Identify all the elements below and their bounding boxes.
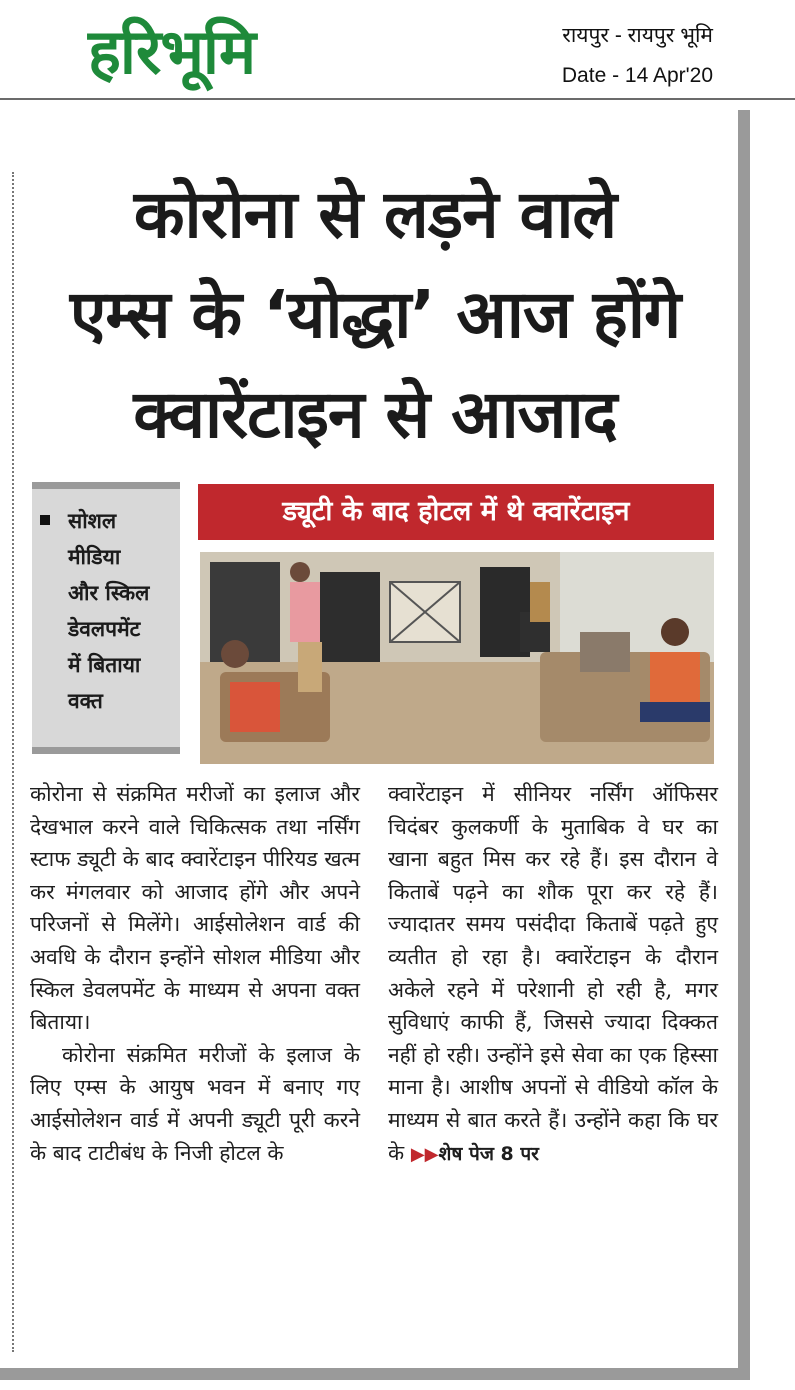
logo-text: हरिभूमि: [88, 15, 256, 88]
masthead: [0, 0, 795, 100]
article-paragraph: कोरोना से संक्रमित मरीजों का इलाज और देखभाल करने वाले चिकित्सक तथा नर्सिंग स्टाफ ड्यूटी के बाद क्वारेंटाइन पीरियड खत्म कर मंगलवार को आजाद होंगे और अपने परिजनों से मिलेंगे। आईसोलेशन वार्ड की अवधि के दौरान इन्होंने सोशल मीडिया और स्किल डेवलपमेंट के माध्यम से अपना वक्त बिताया।: [30, 782, 360, 1035]
newspaper-logo: [88, 12, 388, 92]
highlight-line: सोशल: [68, 509, 117, 533]
edition-info: [562, 16, 713, 96]
headline-line-2: एम्स के ‘योद्धा’ आज होंगे: [69, 276, 681, 353]
article-column-right: [388, 778, 718, 1171]
article-text: क्वारेंटाइन में सीनियर नर्सिंग ऑफिसर चिदंबर कुलकर्णी के मुताबिक वे घर का खाना बहुत मिस कर रहे हैं। इस दौरान वे किताबें पढ़ने का शौक पूरा कर रहे हैं। ज्यादातर समय पसंदीदा किताबें पढ़ते हुए व्यतीत हो रहा है। क्वारेंटाइन के दौरान अकेले रहने में परेशानी हो रही है, मगर सुविधाएं काफी हैं, जिससे ज्यादा दिक्कत नहीं हो रही। उन्होंने इसे सेवा का एक हिस्सा माना है। आशीष अपनों से वीडियो कॉल के माध्यम से बात करते हैं। उन्होंने कहा कि घर के: [388, 782, 718, 1165]
headline: [20, 165, 730, 465]
article-paragraph: कोरोना संक्रमित मरीजों के इलाज के लिए एम्स के आयुष भवन में बनाए गए आईसोलेशन वार्ड में अपनी ड्यूटी पूरी करने के बाद टाटीबंध के निजी होटल के: [30, 1042, 360, 1165]
square-bullet-icon: [40, 515, 50, 525]
headline-line-3: क्वारेंटाइन से आजाद: [133, 376, 617, 453]
article-column-left: [30, 778, 360, 1169]
cut-line: [12, 172, 14, 1352]
clipping-shadow-bottom: [0, 1368, 750, 1380]
highlight-line: में बिताया: [68, 653, 141, 677]
article-paragraph: [388, 778, 718, 1171]
highlight-line: डेवलपमेंट: [68, 617, 141, 641]
highlight-text: [68, 503, 170, 719]
banner-text: ड्यूटी के बाद होटल में थे क्वारेंटाइन: [282, 496, 630, 527]
edition-label: रायपुर - रायपुर भूमि: [562, 24, 713, 47]
headline-line-1: कोरोना से लड़ने वाले: [133, 176, 617, 253]
highlight-line: वक्त: [68, 689, 103, 713]
clipping-shadow-right: [738, 110, 750, 1380]
photo-caption-banner: [198, 484, 714, 540]
news-clipping: [0, 110, 760, 1380]
highlight-line: मीडिया: [68, 545, 121, 569]
highlight-box: [32, 482, 180, 754]
hotel-lobby-photo: [200, 552, 714, 764]
highlight-line: और स्किल: [68, 581, 150, 605]
news-photo: [200, 552, 714, 764]
date-label: Date - 14 Apr'20: [561, 64, 713, 87]
double-triangle-right-icon: ▶▶: [410, 1143, 439, 1165]
continued-on-page: शेष पेज 8 पर: [438, 1142, 539, 1165]
